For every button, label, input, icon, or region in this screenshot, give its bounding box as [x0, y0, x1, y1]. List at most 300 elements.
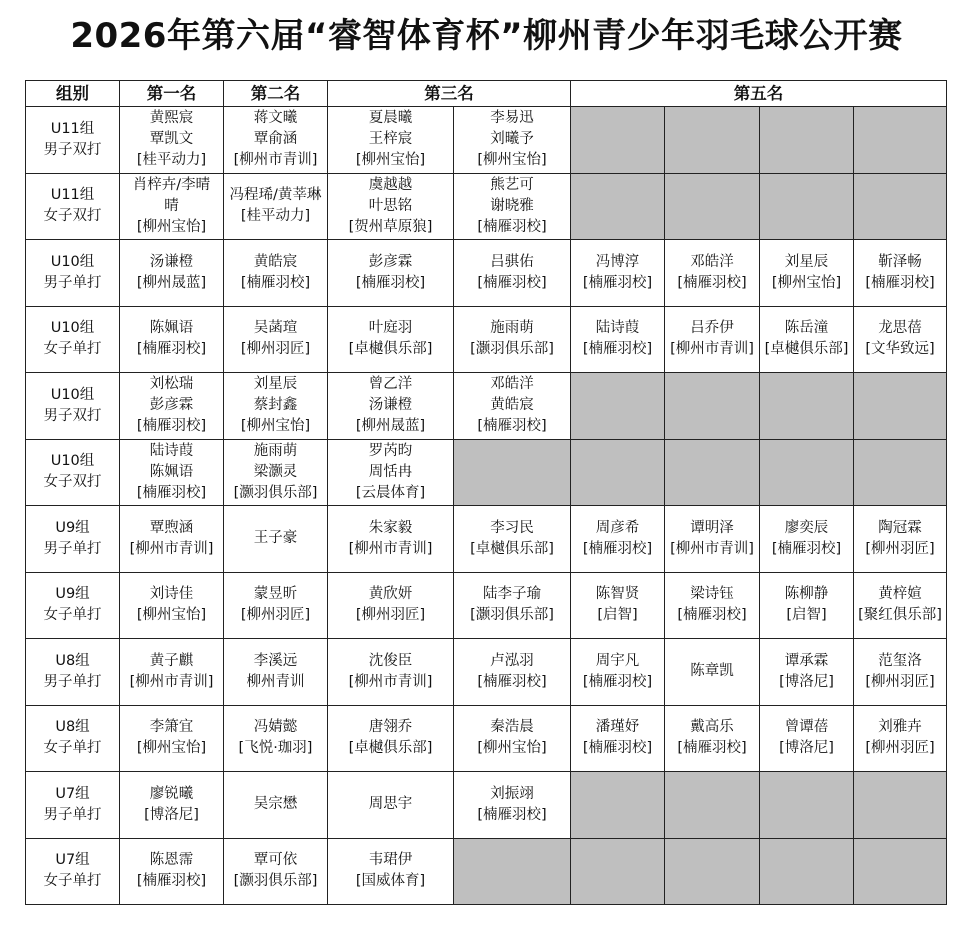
- first-place-cell: [120, 572, 224, 639]
- second-place-cell: [224, 838, 328, 905]
- table-row: [26, 107, 947, 174]
- table-row: [26, 639, 947, 706]
- first-place-cell: [120, 506, 224, 573]
- group-cell: [26, 838, 120, 905]
- fifth-place-cell-line: [文华致远]: [865, 341, 935, 358]
- fifth-place-cell-line: [楠雁羽校]: [771, 540, 842, 557]
- empty-cell: [571, 772, 665, 839]
- group-label: U11组: [50, 120, 95, 137]
- fifth-place-cell-line: 陶冠霖: [878, 519, 922, 536]
- second-place-cell-line: 覃可依: [253, 852, 298, 869]
- fifth-place-cell: [854, 506, 947, 573]
- fifth-place-cell-line: 陈章凯: [690, 663, 734, 680]
- second-place-cell-line: 黄皓宸: [253, 253, 298, 270]
- second-place-cell: [224, 173, 328, 240]
- fifth-place-cell: [854, 572, 947, 639]
- first-place-cell: [120, 240, 224, 307]
- second-place-cell-line: [柳州市青训]: [233, 152, 318, 169]
- fifth-place-cell-line: 陈柳静: [784, 586, 829, 603]
- third-place-cell: [328, 306, 454, 373]
- third-place-cell-line: 李习民: [490, 519, 534, 536]
- second-place-cell-line: [飞悦·珈羽]: [238, 740, 313, 757]
- fifth-place-cell-line: [卓樾俱乐部]: [764, 341, 849, 358]
- group-cell: [26, 306, 120, 373]
- fifth-place-cell-line: 陆诗葭: [595, 320, 640, 337]
- table-row: [26, 506, 947, 573]
- fifth-place-cell: [571, 240, 665, 307]
- second-place-cell: [224, 705, 328, 772]
- third-place-cell-line: [柳州宝怡]: [355, 152, 426, 169]
- third-place-cell-line: 朱家毅: [368, 519, 413, 536]
- fifth-place-cell-line: [博洛尼]: [779, 673, 834, 690]
- first-place-cell-line: [柳州宝怡]: [136, 740, 207, 757]
- fifth-place-cell-line: 刘雅卉: [878, 719, 922, 736]
- fifth-place-cell: [760, 240, 854, 307]
- fifth-place-cell: [854, 639, 947, 706]
- empty-cell: [454, 439, 571, 506]
- third-place-cell: [328, 705, 454, 772]
- group-cell: [26, 373, 120, 440]
- third-place-cell-line: [卓樾俱乐部]: [470, 540, 554, 557]
- third-place-cell-line: [卓樾俱乐部]: [348, 341, 433, 358]
- fifth-place-cell-line: 冯博淳: [595, 253, 640, 270]
- first-place-cell: [120, 838, 224, 905]
- third-place-cell-line: 沈俊臣: [368, 652, 413, 669]
- third-place-cell-line: [国威体育]: [355, 873, 426, 890]
- fifth-place-cell: [665, 506, 760, 573]
- first-place-cell-line: 覃凯文: [149, 131, 194, 148]
- fifth-place-cell: [665, 572, 760, 639]
- third-place-cell: [454, 240, 571, 307]
- second-place-cell: [224, 439, 328, 506]
- fifth-place-cell-line: [楠雁羽校]: [865, 274, 935, 291]
- empty-cell: [854, 373, 947, 440]
- empty-cell: [571, 173, 665, 240]
- second-place-cell: [224, 373, 328, 440]
- second-place-cell: [224, 107, 328, 174]
- header-fifth: 第五名: [571, 81, 947, 107]
- third-place-cell-line: 邓皓洋: [490, 376, 534, 393]
- first-place-cell-line: [楠雁羽校]: [136, 418, 207, 435]
- empty-cell: [760, 173, 854, 240]
- empty-cell: [854, 173, 947, 240]
- fifth-place-cell-line: 范玺洛: [878, 652, 922, 669]
- first-place-cell-line: [博洛尼]: [144, 806, 199, 823]
- third-place-cell-line: [灏羽俱乐部]: [470, 607, 554, 624]
- second-place-cell-line: 王子豪: [253, 530, 298, 547]
- empty-cell: [665, 373, 760, 440]
- fifth-place-cell-line: [启智]: [786, 607, 827, 624]
- results-table: [25, 80, 947, 905]
- empty-cell: [854, 107, 947, 174]
- table-row: [26, 373, 947, 440]
- fifth-place-cell: [665, 240, 760, 307]
- fifth-place-cell-line: [柳州羽匠]: [865, 740, 935, 757]
- third-place-cell: [328, 439, 454, 506]
- empty-cell: [571, 373, 665, 440]
- third-place-cell-line: [云晨体育]: [355, 484, 426, 501]
- third-place-cell: [328, 373, 454, 440]
- third-place-cell-line: [楠雁羽校]: [477, 418, 547, 435]
- second-place-cell-line: 李溪远: [253, 652, 298, 669]
- fifth-place-cell-line: [楠雁羽校]: [582, 673, 653, 690]
- second-place-cell-line: [柳州羽匠]: [240, 607, 311, 624]
- second-place-cell-line: [灏羽俱乐部]: [233, 873, 318, 890]
- empty-cell: [854, 439, 947, 506]
- fifth-place-cell: [571, 506, 665, 573]
- group-cell: [26, 572, 120, 639]
- first-place-cell: [120, 173, 224, 240]
- fifth-place-cell-line: [楠雁羽校]: [677, 740, 747, 757]
- first-place-cell: [120, 705, 224, 772]
- fifth-place-cell: [571, 306, 665, 373]
- fifth-place-cell-line: 靳泽畅: [878, 253, 922, 270]
- third-place-cell-line: [贺州草原狼]: [348, 218, 433, 235]
- second-place-cell-line: 刘星辰: [253, 376, 298, 393]
- fifth-place-cell: [760, 639, 854, 706]
- fifth-place-cell-line: 吕乔伊: [690, 320, 734, 337]
- third-place-cell-line: 熊艺可: [490, 176, 534, 193]
- empty-cell: [760, 373, 854, 440]
- third-place-cell-line: 曾乙洋: [368, 376, 413, 393]
- fifth-place-cell-line: [楠雁羽校]: [582, 274, 653, 291]
- fifth-place-cell-line: 曾谭蓓: [784, 719, 829, 736]
- third-place-cell: [454, 705, 571, 772]
- fifth-place-cell-line: 谭明泽: [690, 519, 734, 536]
- second-place-cell: [224, 572, 328, 639]
- third-place-cell-line: [卓樾俱乐部]: [348, 740, 433, 757]
- first-place-cell-line: 彭彦霖: [149, 397, 194, 414]
- group-label: 男子单打: [43, 806, 102, 823]
- third-place-cell-line: 汤谦橙: [368, 397, 413, 414]
- third-place-cell-line: 叶思铭: [368, 197, 413, 214]
- empty-cell: [571, 838, 665, 905]
- third-place-cell-line: 罗芮昀: [368, 442, 413, 459]
- empty-cell: [665, 107, 760, 174]
- fifth-place-cell: [665, 306, 760, 373]
- fifth-place-cell-line: [柳州市青训]: [670, 540, 754, 557]
- first-place-cell-line: [楠雁羽校]: [136, 341, 207, 358]
- empty-cell: [665, 838, 760, 905]
- header-first: 第一名: [120, 81, 224, 107]
- third-place-cell-line: [柳州晟蓝]: [355, 418, 426, 435]
- second-place-cell: [224, 240, 328, 307]
- second-place-cell-line: 冯程琋/黄莘琳: [229, 187, 322, 204]
- second-place-cell: [224, 772, 328, 839]
- first-place-cell-line: [柳州宝怡]: [136, 607, 207, 624]
- fifth-place-cell-line: 谭承霖: [784, 652, 829, 669]
- second-place-cell-line: [桂平动力]: [240, 208, 311, 225]
- group-label: U7组: [55, 785, 90, 802]
- third-place-cell-line: [楠雁羽校]: [477, 218, 547, 235]
- first-place-cell: [120, 107, 224, 174]
- third-place-cell-line: 刘曦予: [490, 131, 534, 148]
- fifth-place-cell: [760, 572, 854, 639]
- fifth-place-cell: [665, 705, 760, 772]
- first-place-cell-line: [柳州宝怡]: [136, 218, 207, 235]
- fifth-place-cell-line: [楠雁羽校]: [677, 274, 747, 291]
- fifth-place-cell-line: [楠雁羽校]: [582, 540, 653, 557]
- third-place-cell: [328, 506, 454, 573]
- fifth-place-cell-line: [聚红俱乐部]: [858, 607, 942, 624]
- first-place-cell-line: 黄子麒: [149, 652, 194, 669]
- third-place-cell: [454, 572, 571, 639]
- fifth-place-cell-line: 陈岳潼: [784, 320, 829, 337]
- group-label: 男子双打: [43, 407, 102, 424]
- fifth-place-cell-line: 邓皓洋: [690, 253, 734, 270]
- empty-cell: [665, 772, 760, 839]
- fifth-place-cell-line: [博洛尼]: [779, 740, 834, 757]
- fifth-place-cell-line: 戴高乐: [690, 719, 734, 736]
- second-place-cell-line: 吴菡瑄: [253, 320, 298, 337]
- first-place-cell-line: [楠雁羽校]: [136, 484, 207, 501]
- fifth-place-cell-line: 廖奕辰: [784, 519, 829, 536]
- fifth-place-cell-line: 陈智贤: [595, 586, 640, 603]
- table-row: [26, 838, 947, 905]
- group-cell: [26, 705, 120, 772]
- third-place-cell: [328, 173, 454, 240]
- third-place-cell-line: 王梓宸: [368, 131, 413, 148]
- first-place-cell-line: 刘诗佳: [149, 586, 194, 603]
- third-place-cell-line: 周恬冉: [368, 463, 413, 480]
- third-place-cell-line: 李易迅: [490, 110, 534, 127]
- empty-cell: [854, 838, 947, 905]
- second-place-cell-line: 蒙昱昕: [253, 586, 298, 603]
- third-place-cell-line: 彭彦霖: [368, 253, 413, 270]
- empty-cell: [760, 107, 854, 174]
- header-third: 第三名: [328, 81, 571, 107]
- third-place-cell-line: 叶庭羽: [368, 320, 413, 337]
- group-label: 女子单打: [43, 341, 102, 358]
- third-place-cell-line: [柳州羽匠]: [355, 607, 426, 624]
- group-cell: [26, 107, 120, 174]
- group-label: U9组: [55, 519, 90, 536]
- second-place-cell-line: 蔡封鑫: [253, 397, 298, 414]
- fifth-place-cell: [760, 705, 854, 772]
- third-place-cell: [328, 572, 454, 639]
- group-label: U10组: [50, 453, 95, 470]
- header-group: 组别: [26, 81, 120, 107]
- group-label: U11组: [50, 187, 95, 204]
- group-label: 女子双打: [43, 474, 102, 491]
- header-second: 第二名: [224, 81, 328, 107]
- table-row: [26, 306, 947, 373]
- second-place-cell: [224, 506, 328, 573]
- third-place-cell-line: 夏晨曦: [368, 110, 413, 127]
- group-cell: [26, 506, 120, 573]
- first-place-cell-line: 黄熙宸: [149, 110, 194, 127]
- fifth-place-cell-line: [柳州羽匠]: [865, 673, 935, 690]
- first-place-cell: [120, 306, 224, 373]
- group-label: U9组: [55, 586, 90, 603]
- empty-cell: [665, 173, 760, 240]
- first-place-cell: [120, 373, 224, 440]
- third-place-cell: [454, 639, 571, 706]
- first-place-cell-line: 刘松瑞: [149, 376, 194, 393]
- third-place-cell: [454, 373, 571, 440]
- first-place-cell-line: [桂平动力]: [136, 152, 207, 169]
- group-label: 女子单打: [43, 607, 102, 624]
- third-place-cell: [328, 639, 454, 706]
- group-label: U10组: [50, 386, 95, 403]
- third-place-cell: [454, 772, 571, 839]
- first-place-cell-line: 陈恩霈: [149, 852, 194, 869]
- first-place-cell-line: 陆诗葭: [149, 442, 194, 459]
- third-place-cell: [454, 173, 571, 240]
- group-label: 男子单打: [43, 540, 102, 557]
- table-row: [26, 705, 947, 772]
- first-place-cell-line: [楠雁羽校]: [136, 873, 207, 890]
- first-place-cell: [120, 439, 224, 506]
- fifth-place-cell: [854, 240, 947, 307]
- first-place-cell: [120, 639, 224, 706]
- first-place-cell-line: 覃煦涵: [149, 519, 194, 536]
- third-place-cell-line: 刘振翊: [490, 785, 534, 802]
- header-row: [26, 81, 947, 107]
- first-place-cell-line: 陈姵语: [149, 320, 194, 337]
- third-place-cell-line: [楠雁羽校]: [477, 274, 547, 291]
- first-place-cell-line: 陈姵语: [149, 463, 194, 480]
- third-place-cell: [328, 240, 454, 307]
- second-place-cell-line: 蒋文曦: [253, 110, 298, 127]
- empty-cell: [854, 772, 947, 839]
- group-label: 男子单打: [43, 673, 102, 690]
- third-place-cell-line: 秦浩晨: [490, 719, 534, 736]
- third-place-cell: [328, 838, 454, 905]
- group-label: U7组: [55, 852, 90, 869]
- results-body: [26, 107, 947, 905]
- fifth-place-cell-line: 周宇凡: [595, 652, 640, 669]
- second-place-cell-line: [楠雁羽校]: [240, 274, 311, 291]
- first-place-cell-line: [柳州市青训]: [129, 540, 214, 557]
- third-place-cell-line: 黄欣妍: [368, 586, 413, 603]
- empty-cell: [760, 772, 854, 839]
- empty-cell: [571, 439, 665, 506]
- third-place-cell-line: [柳州市青训]: [348, 540, 433, 557]
- group-label: 男子双打: [43, 141, 102, 158]
- group-label: 女子单打: [43, 740, 102, 757]
- third-place-cell: [454, 306, 571, 373]
- table-row: [26, 240, 947, 307]
- first-place-cell-line: [柳州市青训]: [129, 673, 214, 690]
- fifth-place-cell-line: 潘瑾妤: [595, 719, 640, 736]
- fifth-place-cell: [571, 705, 665, 772]
- second-place-cell: [224, 306, 328, 373]
- third-place-cell-line: 卢泓羽: [490, 652, 534, 669]
- group-cell: [26, 240, 120, 307]
- group-label: 女子双打: [43, 208, 102, 225]
- first-place-cell-line: 汤谦橙: [149, 253, 194, 270]
- table-row: [26, 439, 947, 506]
- second-place-cell-line: [灏羽俱乐部]: [233, 484, 318, 501]
- third-place-cell-line: 周思宇: [368, 796, 413, 813]
- fifth-place-cell-line: 刘星辰: [784, 253, 829, 270]
- first-place-cell: [120, 772, 224, 839]
- third-place-cell-line: 韦珺伊: [368, 852, 413, 869]
- second-place-cell-line: 覃俞涵: [253, 131, 298, 148]
- second-place-cell-line: 梁灏灵: [253, 463, 298, 480]
- table-row: [26, 572, 947, 639]
- third-place-cell: [454, 506, 571, 573]
- group-label: U10组: [50, 253, 95, 270]
- third-place-cell: [328, 107, 454, 174]
- second-place-cell-line: 柳州青训: [246, 673, 305, 690]
- fifth-place-cell-line: [楠雁羽校]: [582, 341, 653, 358]
- group-cell: [26, 772, 120, 839]
- second-place-cell-line: 施雨萌: [253, 442, 298, 459]
- third-place-cell-line: 陆李子瑜: [483, 586, 541, 603]
- empty-cell: [454, 838, 571, 905]
- fifth-place-cell: [760, 306, 854, 373]
- fifth-place-cell: [854, 306, 947, 373]
- fifth-place-cell-line: 梁诗钰: [690, 586, 734, 603]
- third-place-cell-line: 谢晓雅: [490, 197, 534, 214]
- third-place-cell-line: [灏羽俱乐部]: [470, 341, 554, 358]
- fifth-place-cell-line: [楠雁羽校]: [582, 740, 653, 757]
- fifth-place-cell-line: [柳州宝怡]: [771, 274, 842, 291]
- second-place-cell-line: 吴宗懋: [253, 796, 298, 813]
- group-cell: [26, 439, 120, 506]
- second-place-cell: [224, 639, 328, 706]
- group-label: U8组: [55, 719, 90, 736]
- third-place-cell-line: [柳州宝怡]: [477, 740, 547, 757]
- fifth-place-cell-line: [启智]: [597, 607, 638, 624]
- first-place-cell-line: 晴: [164, 197, 179, 214]
- first-place-cell-line: [柳州晟蓝]: [136, 274, 207, 291]
- table-row: [26, 173, 947, 240]
- fifth-place-cell: [571, 639, 665, 706]
- first-place-cell-line: 廖锐曦: [149, 785, 194, 802]
- fifth-place-cell-line: 黄梓媗: [878, 586, 922, 603]
- second-place-cell-line: [柳州羽匠]: [240, 341, 311, 358]
- fifth-place-cell-line: [柳州羽匠]: [865, 540, 935, 557]
- fifth-place-cell: [854, 705, 947, 772]
- group-cell: [26, 173, 120, 240]
- third-place-cell-line: [楠雁羽校]: [355, 274, 426, 291]
- third-place-cell-line: [柳州宝怡]: [477, 152, 547, 169]
- fifth-place-cell-line: 龙思蓓: [878, 320, 922, 337]
- third-place-cell: [454, 107, 571, 174]
- third-place-cell-line: [楠雁羽校]: [477, 806, 547, 823]
- fifth-place-cell: [760, 506, 854, 573]
- third-place-cell-line: 黄皓宸: [490, 397, 534, 414]
- fifth-place-cell-line: 周彦希: [595, 519, 640, 536]
- first-place-cell-line: 李箫宜: [149, 719, 194, 736]
- table-row: [26, 772, 947, 839]
- third-place-cell-line: 吕骐佑: [490, 253, 534, 270]
- empty-cell: [760, 439, 854, 506]
- group-label: U10组: [50, 320, 95, 337]
- second-place-cell-line: [柳州宝怡]: [240, 418, 311, 435]
- second-place-cell-line: 冯婧懿: [253, 719, 298, 736]
- third-place-cell-line: 虞越越: [368, 176, 413, 193]
- third-place-cell-line: [楠雁羽校]: [477, 673, 547, 690]
- fifth-place-cell: [571, 572, 665, 639]
- fifth-place-cell: [665, 639, 760, 706]
- group-cell: [26, 639, 120, 706]
- third-place-cell-line: [柳州市青训]: [348, 673, 433, 690]
- group-label: 女子单打: [43, 873, 102, 890]
- empty-cell: [571, 107, 665, 174]
- first-place-cell-line: 肖梓卉/李晴: [132, 176, 211, 193]
- third-place-cell-line: 唐翎乔: [368, 719, 413, 736]
- third-place-cell: [328, 772, 454, 839]
- group-label: 男子单打: [43, 274, 102, 291]
- fifth-place-cell-line: [楠雁羽校]: [677, 607, 747, 624]
- group-label: U8组: [55, 652, 90, 669]
- third-place-cell-line: 施雨萌: [490, 320, 534, 337]
- fifth-place-cell-line: [柳州市青训]: [670, 341, 754, 358]
